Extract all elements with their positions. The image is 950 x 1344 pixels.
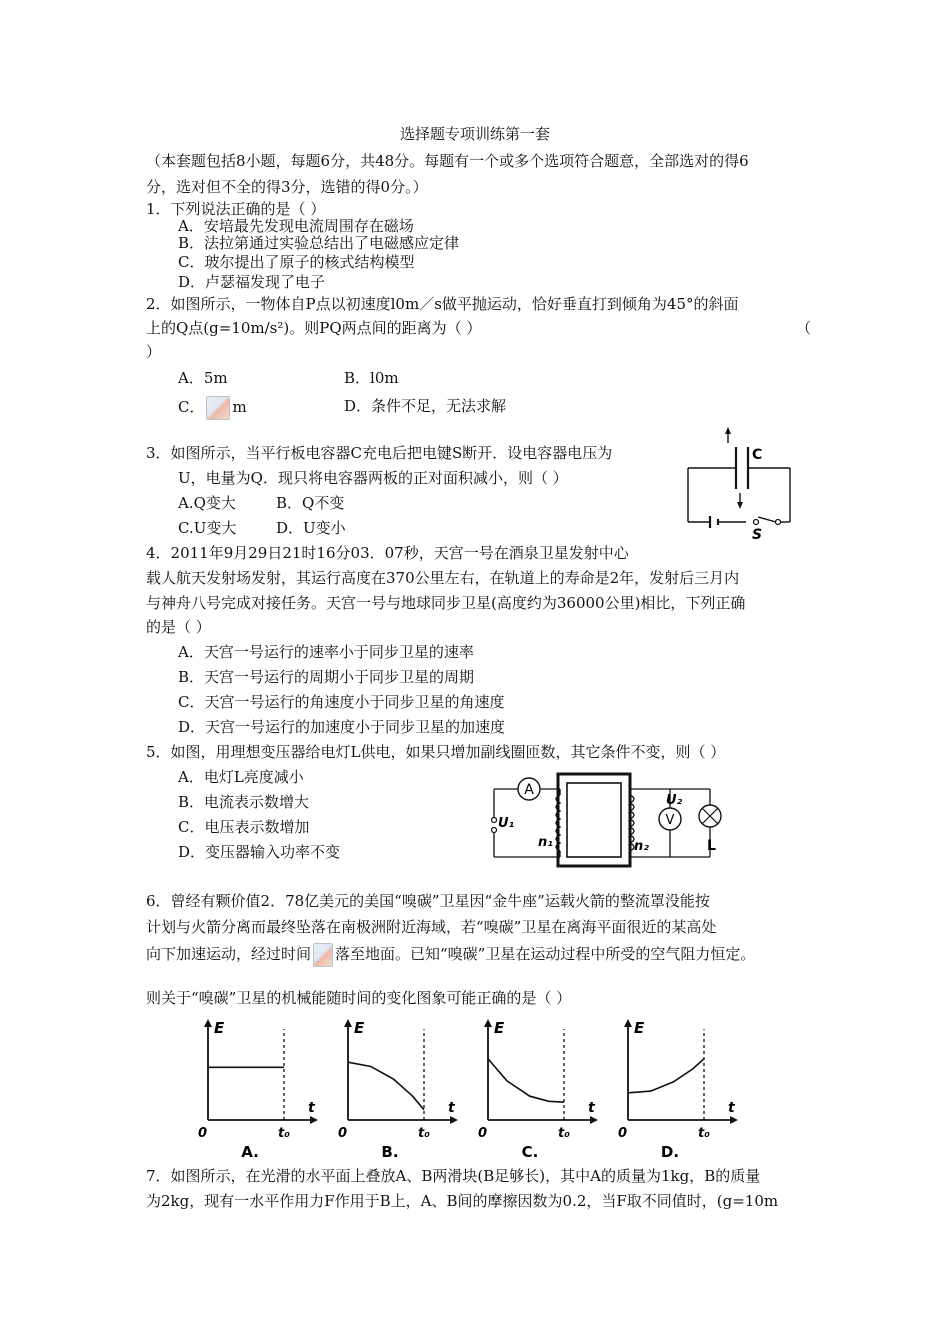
- q2-option-c: [178, 396, 247, 420]
- energy-curve: [348, 1062, 424, 1110]
- energy-graph-c: [468, 1013, 608, 1163]
- q3-line-1: 3．如图所示，当平行板电容器C充电后把电键S断开．设电容器电压为: [146, 444, 613, 462]
- t0-label: t₀: [558, 1126, 570, 1141]
- u1-label: U₁: [498, 816, 515, 831]
- q5-option-d: D．变压器输入功率不变: [178, 843, 341, 861]
- q3-option-d: D．U变小: [276, 519, 346, 537]
- origin-label: 0: [478, 1126, 488, 1141]
- arrow-down-icon: [737, 502, 743, 509]
- capacitor-circuit-diagram: [680, 425, 798, 543]
- voltmeter-label: V: [665, 813, 675, 828]
- graph-option-label: D.: [660, 1143, 680, 1161]
- capacitor-label: C: [752, 447, 763, 463]
- q3-option-b: B．Q不变: [276, 494, 345, 512]
- n1-label: n₁: [538, 835, 553, 850]
- energy-graph-options: [188, 1013, 733, 1163]
- energy-graph-b: [328, 1013, 468, 1163]
- q1-option-b: B．法拉第通过实验总结出了电磁感应定律: [178, 234, 460, 252]
- n2-label: n₂: [634, 839, 649, 854]
- q2-option-d: D．条件不足，无法求解: [344, 397, 507, 415]
- x-axis-label: t: [728, 1100, 735, 1116]
- u2-label: U₂: [666, 793, 683, 808]
- y-axis-label: E: [634, 1019, 645, 1037]
- q7-line-1: 7．如图所示，在光滑的水平面上叠放A、B两滑块(B足够长)，其中A的质量为1kg，B的质量: [146, 1167, 761, 1185]
- q4-line-1: 4．2011年9月29日21时16分03．07秒，天宫一号在酒泉卫星发射中心: [146, 544, 629, 562]
- q1-option-a: A．安培最先发现电流周围存在磁场: [178, 217, 414, 235]
- x-axis-label: t: [448, 1100, 455, 1116]
- q2-paren-close: ）: [146, 343, 162, 361]
- q6-line-2: 计划与火箭分离而最终坠落在南极洲附近海域，若“嗅碳”卫星在离海平面很近的某高处: [146, 918, 717, 936]
- q6-line-4: 则关于“嗅碳”卫星的机械能随时间的变化图象可能正确的是（ ）: [146, 989, 572, 1007]
- energy-curve: [628, 1059, 704, 1093]
- x-axis-arrow-icon: [450, 1116, 458, 1124]
- q3-option-a: A.Q变大: [178, 494, 236, 512]
- energy-graph-a: [188, 1013, 328, 1163]
- y-axis-label: E: [214, 1019, 225, 1037]
- q2-line-1: 2．如图所示，一物体自P点以初速度l0m／s做平抛运动，恰好垂直打到倾角为45°的斜面: [146, 295, 739, 313]
- t0-label: t₀: [418, 1126, 430, 1141]
- q4-line-2: 载人航天发射场发射，其运行高度在370公里左右，在轨道上的寿命是2年，发射后三月内: [146, 569, 740, 587]
- t0-label: t₀: [278, 1126, 290, 1141]
- lamp-label: L: [707, 838, 716, 854]
- q2-paren-open: （: [796, 319, 812, 337]
- q1-option-c: C．玻尔提出了原子的核式结构模型: [178, 253, 415, 271]
- q5-stem: 5．如图，用理想变压器给电灯L供电，如果只增加副线圈匝数，其它条件不变，则（ ）: [146, 743, 726, 761]
- x-axis-arrow-icon: [310, 1116, 318, 1124]
- intro-line-2: 分，选对但不全的得3分，选错的得0分。）: [146, 178, 428, 196]
- origin-label: 0: [338, 1126, 348, 1141]
- intro-line-1: （本套题包括8小题，每题6分，共48分。每题有一个或多个选项符合题意，全部选对的得6: [146, 152, 749, 170]
- y-axis-arrow-icon: [624, 1019, 632, 1027]
- switch-label: S: [752, 527, 763, 543]
- t0-label: t₀: [698, 1126, 710, 1141]
- q3-line-2: U，电量为Q．现只将电容器两板的正对面积减小，则（ ）: [178, 469, 568, 487]
- graph-option-label: A.: [241, 1143, 259, 1161]
- q2-option-a: A．5m: [178, 369, 228, 387]
- input-terminal-bottom: [492, 828, 497, 833]
- q2-option-c-prefix: C．: [178, 398, 205, 416]
- graph-option-label: C.: [521, 1143, 539, 1161]
- q4-line-4: 的是（ ）: [146, 618, 211, 636]
- q1-stem: 1．下列说法正确的是（ ）: [146, 200, 326, 218]
- q4-option-b: B．天宫一号运行的周期小于同步卫星的周期: [178, 668, 475, 686]
- graph-option-label: B.: [381, 1143, 399, 1161]
- q6-line-1: 6．曾经有颗价值2．78亿美元的美国“嗅碳”卫星因“金牛座”运载火箭的整流罩没能按: [146, 892, 710, 910]
- q4-option-a: A．天宫一号运行的速率小于同步卫星的速率: [178, 643, 474, 661]
- x-axis-label: t: [588, 1100, 595, 1116]
- switch-contact-left: [754, 520, 759, 525]
- formula-image-icon: [206, 396, 230, 420]
- y-axis-label: E: [354, 1019, 365, 1037]
- q2-option-b: B．l0m: [344, 369, 399, 387]
- q2-option-c-suffix: m: [232, 398, 247, 416]
- q5-option-c: C．电压表示数增加: [178, 818, 310, 836]
- q4-option-d: D．天宫一号运行的加速度小于同步卫星的加速度: [178, 718, 506, 736]
- q2-line-2: 上的Q点(g=10m/s²)。则PQ两点间的距离为（ ）: [146, 319, 482, 337]
- ammeter-label: A: [524, 782, 534, 798]
- q6-line-3: [146, 943, 755, 967]
- q6-line-3-suffix: 落至地面。已知“嗅碳”卫星在运动过程中所受的空气阻力恒定。: [335, 945, 756, 963]
- y-axis-arrow-icon: [344, 1019, 352, 1027]
- switch-contact-right: [776, 520, 781, 525]
- transformer-core: [558, 774, 630, 866]
- q5-option-b: B．电流表示数增大: [178, 793, 310, 811]
- q7-line-2: 为2kg，现有一水平作用力F作用于B上，A、B间的摩擦因数为0.2，当F取不同值时，(g=10m: [146, 1192, 779, 1210]
- q1-option-d: D．卢瑟福发现了电子: [178, 273, 326, 291]
- x-axis-label: t: [308, 1100, 315, 1116]
- x-axis-arrow-icon: [730, 1116, 738, 1124]
- input-terminal-top: [492, 818, 497, 823]
- origin-label: 0: [618, 1126, 628, 1141]
- y-axis-arrow-icon: [204, 1019, 212, 1027]
- x-axis-arrow-icon: [590, 1116, 598, 1124]
- origin-label: 0: [198, 1126, 208, 1141]
- q6-line-3-prefix: 向下加速运动，经过时间: [146, 945, 312, 963]
- y-axis-label: E: [494, 1019, 505, 1037]
- y-axis-arrow-icon: [484, 1019, 492, 1027]
- q4-line-3: 与神舟八号完成对接任务。天宫一号与地球同步卫星(高度约为36000公里)相比，下列正确: [146, 594, 746, 612]
- page-title: 选择题专项训练第一套: [399, 125, 550, 143]
- transformer-circuit-diagram: [488, 770, 728, 870]
- q4-option-c: C．天宫一号运行的角速度小于同步卫星的角速度: [178, 693, 505, 711]
- arrow-up-icon: [725, 427, 731, 434]
- q5-option-a: A．电灯L亮度减小: [178, 768, 304, 786]
- q3-option-c: C.U变大: [178, 519, 237, 537]
- formula-image-icon: [313, 943, 333, 967]
- energy-graph-d: [608, 1013, 748, 1163]
- energy-curve: [488, 1059, 564, 1102]
